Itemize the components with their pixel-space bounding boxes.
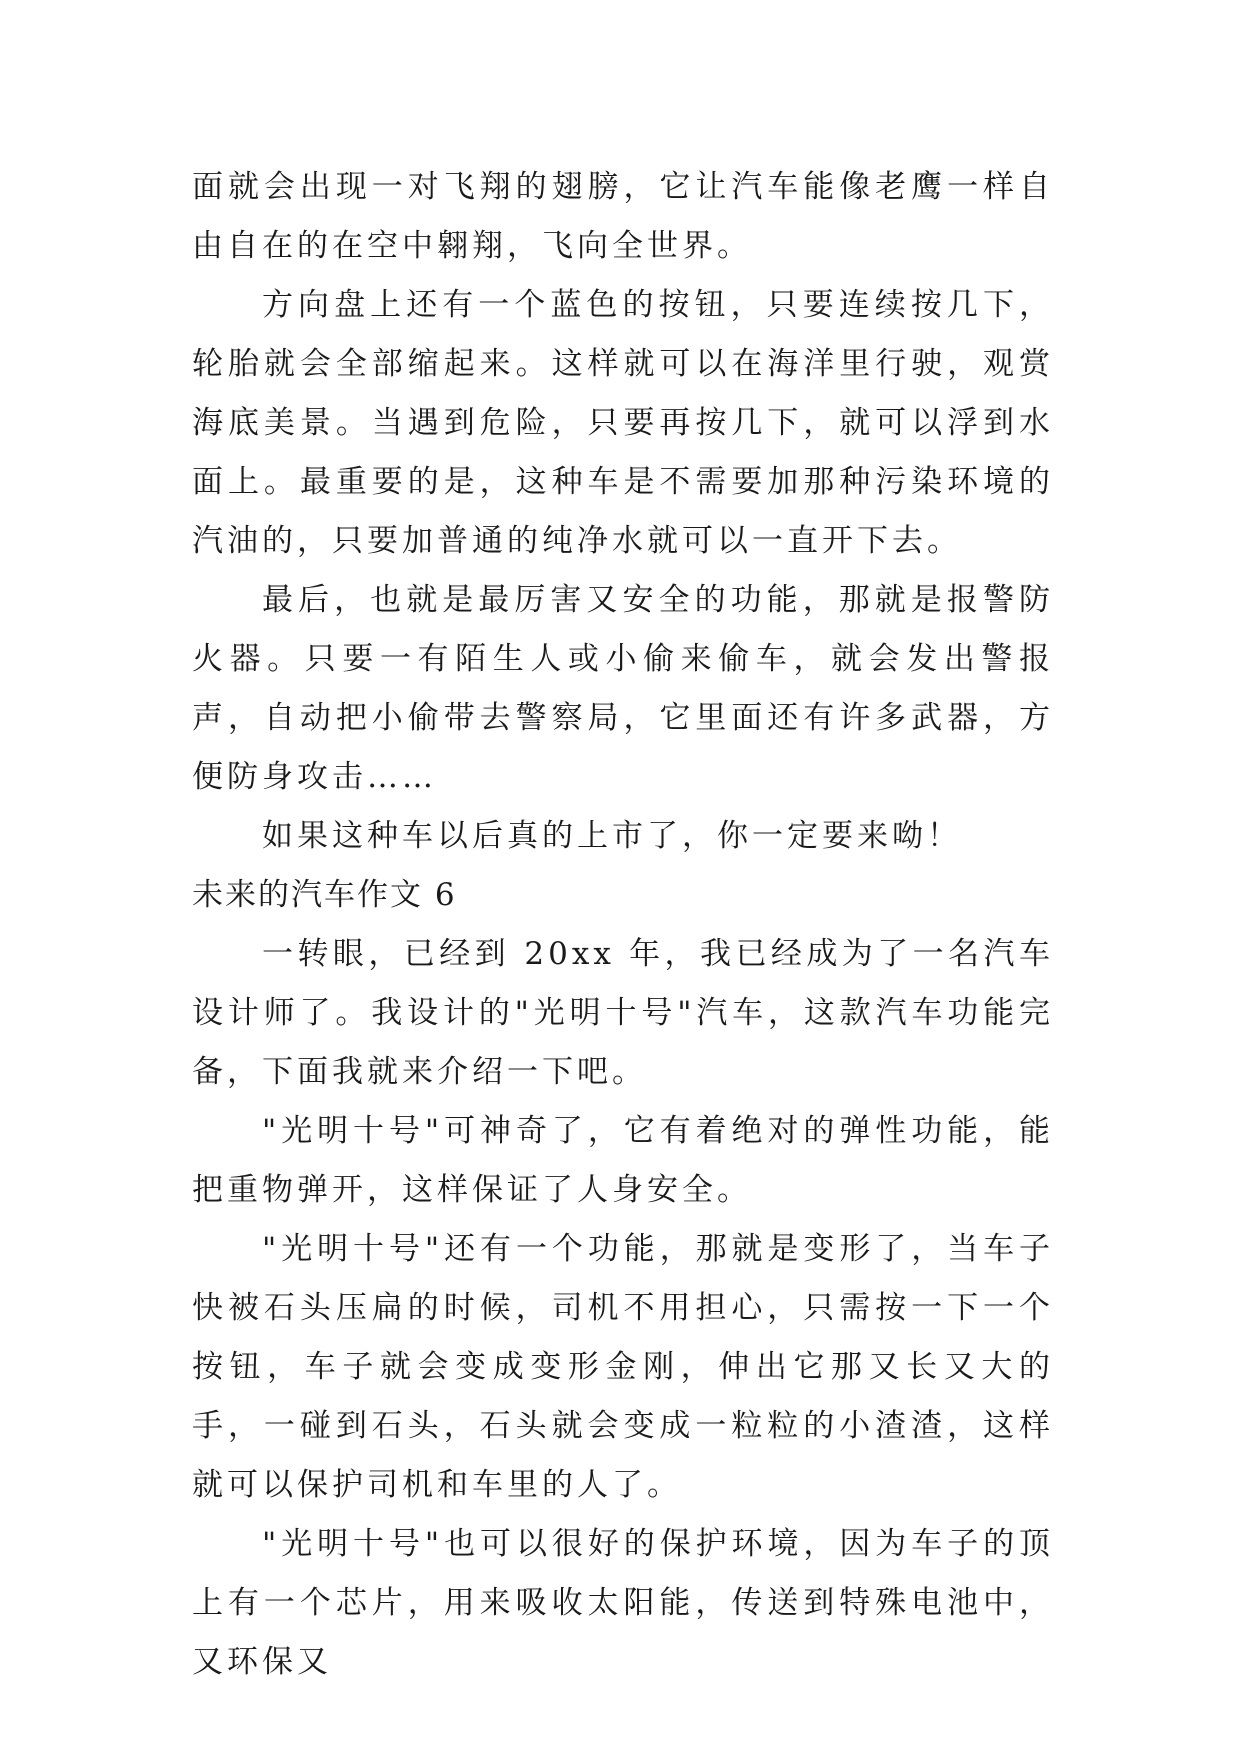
paragraph-blue-button: 方向盘上还有一个蓝色的按钮，只要连续按几下，轮胎就会全部缩起来。这样就可以在海洋里行驶，观赏海底美景。当遇到危险，只要再按几下，就可以浮到水面上。最重要的是，这种车是不需要加那种污染环境的汽油的，只要加普通的纯净水就可以一直开下去。 <box>192 287 1054 559</box>
paragraph-transform: "光明十号"还有一个功能，那就是变形了，当车子快被石头压扁的时候，司机不用担心，只需按一下一个按钮，车子就会变成变形金刚，伸出它那又长又大的手，一碰到石头，石头就会变成一粒粒的小渣渣，这样就可以保护司机和车里的人了。 <box>192 1231 1054 1503</box>
paragraph-intro: 一转眼，已经到 20xx 年，我已经成为了一名汽车设计师了。我设计的"光明十号"汽车，这款汽车功能完备，下面我就来介绍一下吧。 <box>192 936 1054 1090</box>
document-body <box>192 158 1054 1692</box>
paragraph-alarm: 最后，也就是最厉害又安全的功能，那就是报警防火器。只要一有陌生人或小偷来偷车，就会发出警报声，自动把小偷带去警察局，它里面还有许多武器，方便防身攻击…… <box>192 582 1054 795</box>
paragraph-environment: "光明十号"也可以很好的保护环境，因为车子的顶上有一个芯片，用来吸收太阳能，传送到特殊电池中，又环保又 <box>192 1526 1054 1680</box>
section-heading: 未来的汽车作文 6 <box>192 877 457 913</box>
paragraph-continued: 面就会出现一对飞翔的翅膀，它让汽车能像老鹰一样自由自在的在空中翱翔，飞向全世界。 <box>192 169 1054 264</box>
paragraph-closing: 如果这种车以后真的上市了，你一定要来呦！ <box>262 818 962 854</box>
paragraph-elastic: "光明十号"可神奇了，它有着绝对的弹性功能，能把重物弹开，这样保证了人身安全。 <box>192 1113 1054 1208</box>
